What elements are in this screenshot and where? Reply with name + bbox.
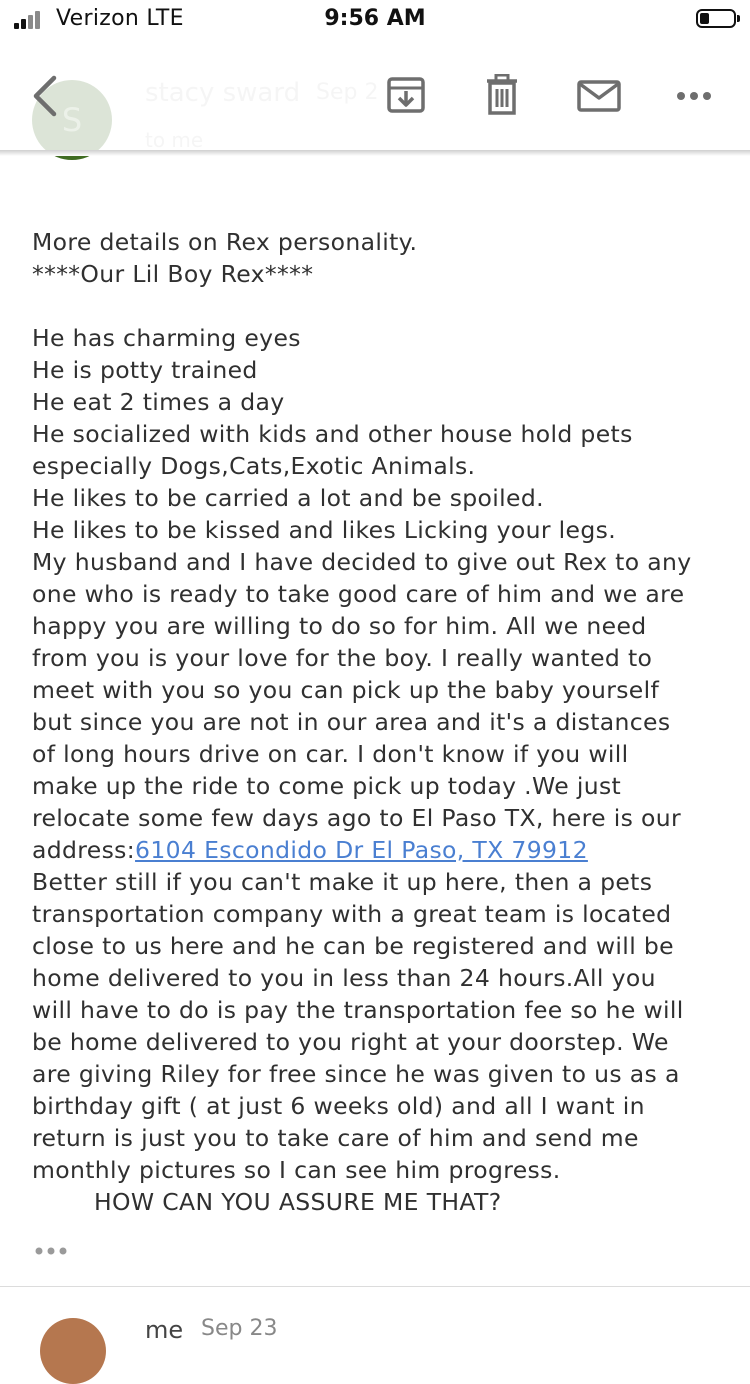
body-line: of long hours drive on car. I don't know if you will xyxy=(32,740,629,768)
body-line: He likes to be carried a lot and be spoiled. xyxy=(32,484,544,512)
battery-icon xyxy=(696,9,736,28)
body-line: relocate some few days ago to El Paso TX, here is our xyxy=(32,804,681,832)
body-blank-line xyxy=(32,290,732,322)
body-line: happy you are willing to do so for him. All we need xyxy=(32,612,647,640)
body-line: one who is ready to take good care of him and we are xyxy=(32,580,685,608)
closing-line: HOW CAN YOU ASSURE ME THAT? xyxy=(94,1188,502,1216)
message-divider xyxy=(0,1286,750,1287)
carrier-label: Verizon LTE xyxy=(56,6,184,31)
show-trimmed-content-icon[interactable] xyxy=(34,1244,70,1258)
address-prefix: address: xyxy=(32,836,136,864)
body-line: make up the ride to come pick up today .We just xyxy=(32,772,622,800)
body-line: will have to do is pay the transportation fee so he will xyxy=(32,996,684,1024)
body-line: He socialized with kids and other house hold pets xyxy=(32,420,633,448)
more-horizontal-icon[interactable] xyxy=(676,91,712,101)
body-line: transportation company with a great team is located xyxy=(32,900,672,928)
body-line: birthday gift ( at just 6 weeks old) and all I want in xyxy=(32,1092,645,1120)
body-line: More details on Rex personality. xyxy=(32,228,418,256)
body-line: be home delivered to you right at your doorstep. We xyxy=(32,1028,669,1056)
body-line: My husband and I have decided to give out Rex to any xyxy=(32,548,692,576)
toolbar xyxy=(0,40,750,152)
status-bar xyxy=(0,0,750,40)
next-message-sender[interactable]: me xyxy=(145,1316,184,1344)
body-line: He has charming eyes xyxy=(32,324,301,352)
mail-icon[interactable] xyxy=(577,80,621,112)
toolbar-divider xyxy=(0,150,750,156)
message-body xyxy=(32,226,732,1218)
body-line: He eat 2 times a day xyxy=(32,388,285,416)
next-message-date: Sep 23 xyxy=(201,1316,278,1341)
address-line xyxy=(32,834,732,866)
body-line: are giving Riley for free since he was given to us as a xyxy=(32,1060,680,1088)
body-line: close to us here and he can be registered and will be xyxy=(32,932,674,960)
next-message-avatar[interactable] xyxy=(40,1318,106,1384)
body-line: ****Our Lil Boy Rex**** xyxy=(32,260,314,288)
body-line: return is just you to take care of him and send me xyxy=(32,1124,639,1152)
body-line: from you is your love for the boy. I really wanted to xyxy=(32,644,653,672)
body-line: especially Dogs,Cats,Exotic Animals. xyxy=(32,452,476,480)
body-line: He is potty trained xyxy=(32,356,258,384)
back-arrow-icon[interactable] xyxy=(28,72,62,120)
address-link[interactable]: 6104 Escondido Dr El Paso, TX 79912 xyxy=(135,836,588,864)
body-line: home delivered to you in less than 24 hours.All you xyxy=(32,964,656,992)
archive-icon[interactable] xyxy=(386,76,426,114)
trash-icon[interactable] xyxy=(485,74,519,116)
body-line: but since you are not in our area and it's a distances xyxy=(32,708,671,736)
body-line: Better still if you can't make it up here, then a pets xyxy=(32,868,653,896)
status-time: 9:56 AM xyxy=(324,6,426,31)
body-line: meet with you so you can pick up the baby yourself xyxy=(32,676,660,704)
body-line: monthly pictures so I can see him progress. xyxy=(32,1156,561,1184)
body-line: He likes to be kissed and likes Licking your legs. xyxy=(32,516,617,544)
